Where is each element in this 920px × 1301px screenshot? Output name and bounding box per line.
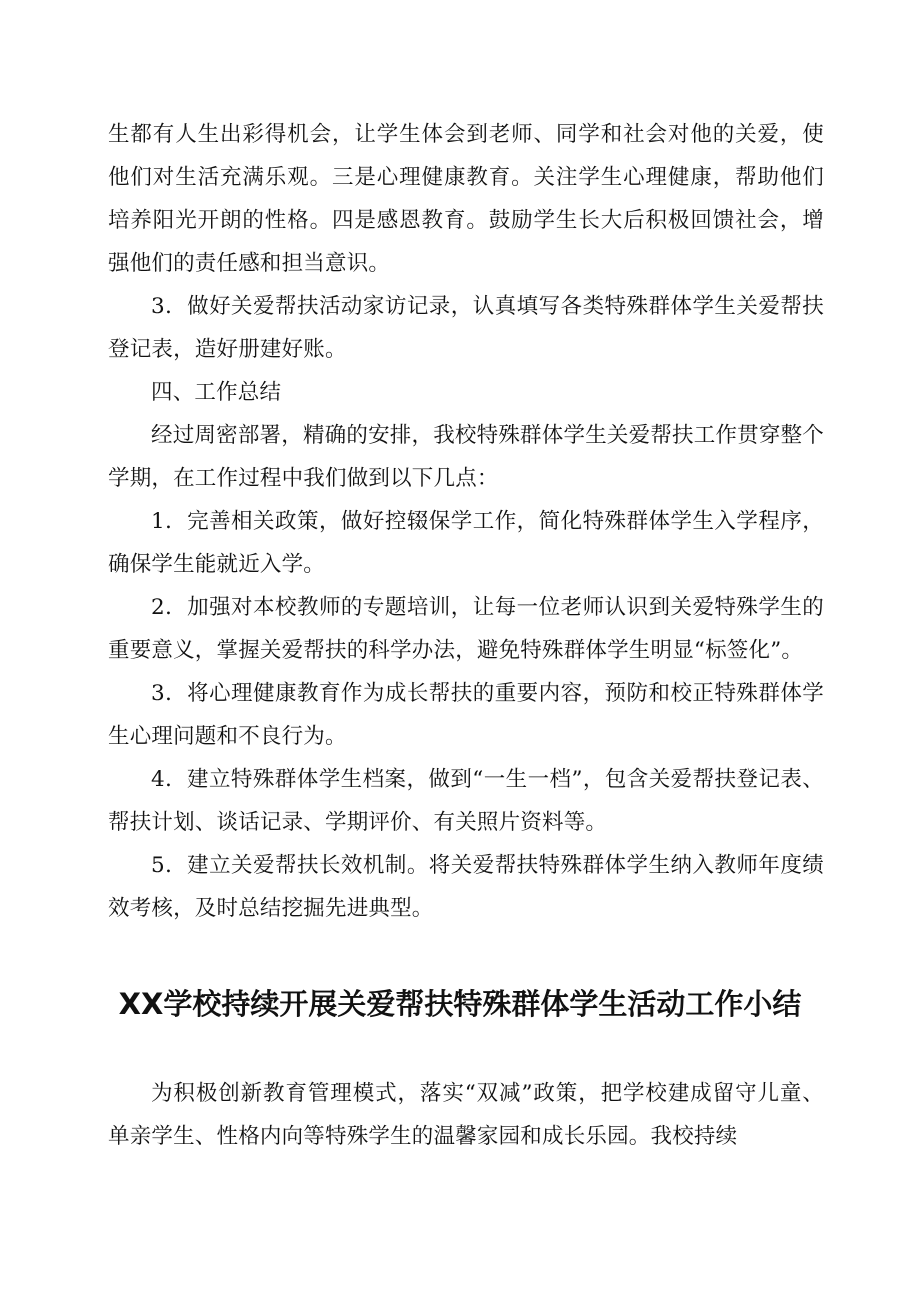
paragraph-summary-intro: 经过周密部署，精确的安排，我校特殊群体学生关爱帮扶工作贯穿整个学期，在工作过程中我们做到以下几点： [108, 423, 824, 491]
paragraph-point-2: 2．加强对本校教师的专题培训，让每一位老师认识到关爱特殊学生的重要意义，掌握关爱帮扶的科学办法，避免特殊群体学生明显“标签化”。 [108, 595, 824, 663]
paragraph-point-4: 4．建立特殊群体学生档案，做到“一生一档”，包含关爱帮扶登记表、帮扶计划、谈话记录、学期评价、有关照片资料等。 [108, 767, 824, 835]
paragraph-continuation: 生都有人生出彩得机会，让学生体会到老师、同学和社会对他的关爱，使他们对生活充满乐观。三是心理健康教育。关注学生心理健康，帮助他们培养阳光开朗的性格。四是感恩教育。鼓励学生长大后积极回馈社会，增强他们的责任感和担当意识。 [108, 122, 824, 276]
body-text [108, 113, 824, 930]
paragraph-point-1: 1．完善相关政策，做好控辍保学工作，简化特殊群体学生入学程序，确保学生能就近入学。 [108, 509, 824, 577]
paragraph-point-3: 3．将心理健康教育作为成长帮扶的重要内容，预防和校正特殊群体学生心理问题和不良行为。 [108, 681, 824, 749]
section-heading-summary: 四、工作总结 [151, 380, 282, 405]
paragraph-item-3-records: 3．做好关爱帮扶活动家访记录，认真填写各类特殊群体学生关爱帮扶登记表，造好册建好账。 [108, 294, 824, 362]
paragraph-point-5: 5．建立关爱帮扶长效机制。将关爱帮扶特殊群体学生纳入教师年度绩效考核，及时总结挖掘先进典型。 [108, 853, 824, 921]
document-title: XX学校持续开展关爱帮扶特殊群体学生活动工作小结 [118, 987, 802, 1021]
paragraph-intro: 为积极创新教育管理模式，落实“双减”政策，把学校建成留守儿童、单亲学生、性格内向等特殊学生的温馨家园和成长乐园。我校持续 [108, 1081, 824, 1149]
second-document-body [108, 1072, 824, 1158]
